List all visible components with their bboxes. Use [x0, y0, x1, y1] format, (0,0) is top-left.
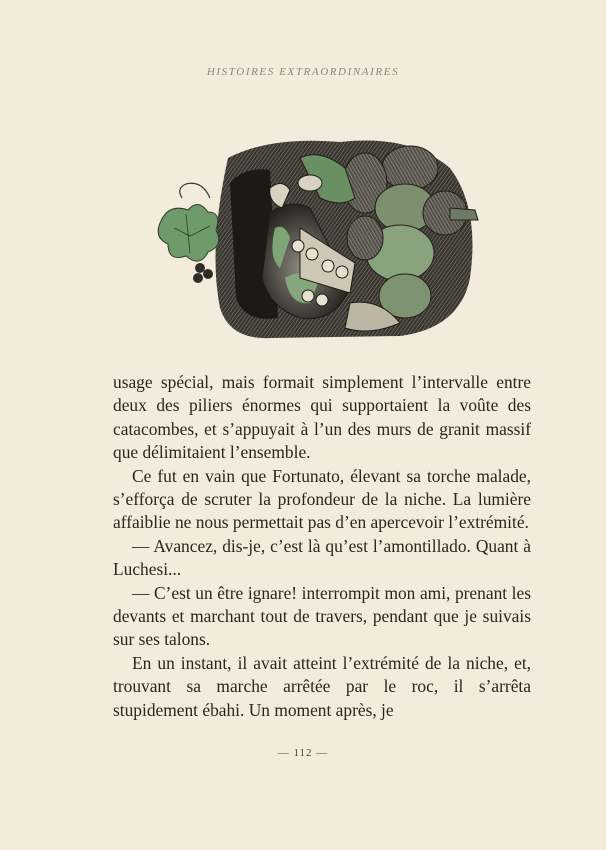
running-head: HISTOIRES EXTRAORDINAIRES [206, 66, 400, 78]
paragraph: usage spécial, mais formait simplement l’intervalle entre deux des piliers énormes qui supportaient la voûte des catacombes, et s’appuyait à l’un des murs de granit massif que délimitaient l’ensemble. [113, 372, 531, 463]
page-number: — 112 — [277, 747, 329, 759]
illustration-cellar-figure-icon [150, 128, 485, 343]
paragraph: Ce fut en vain que Fortunato, élevant sa torche malade, s’efforça de scruter la profondeur de la niche. La lumière affaiblie ne nous permettait pas d’en apercevoir l’extrémité. [113, 465, 531, 533]
paragraph: — Avancez, dis-je, c’est là qu’est l’amontillado. Quant à Luchesi... [113, 535, 531, 580]
paragraph: — C’est un être ignare! interrompit mon ami, prenant les devants et marchant tout de travers, pendant que je suivais sur ses talons. [113, 582, 531, 650]
body-text [113, 371, 531, 722]
paragraph: En un instant, il avait atteint l’extrémité de la niche, et, trouvant sa marche arrêtée par le roc, il s’arrêta stupidement ébahi. Un moment après, je [113, 652, 531, 720]
